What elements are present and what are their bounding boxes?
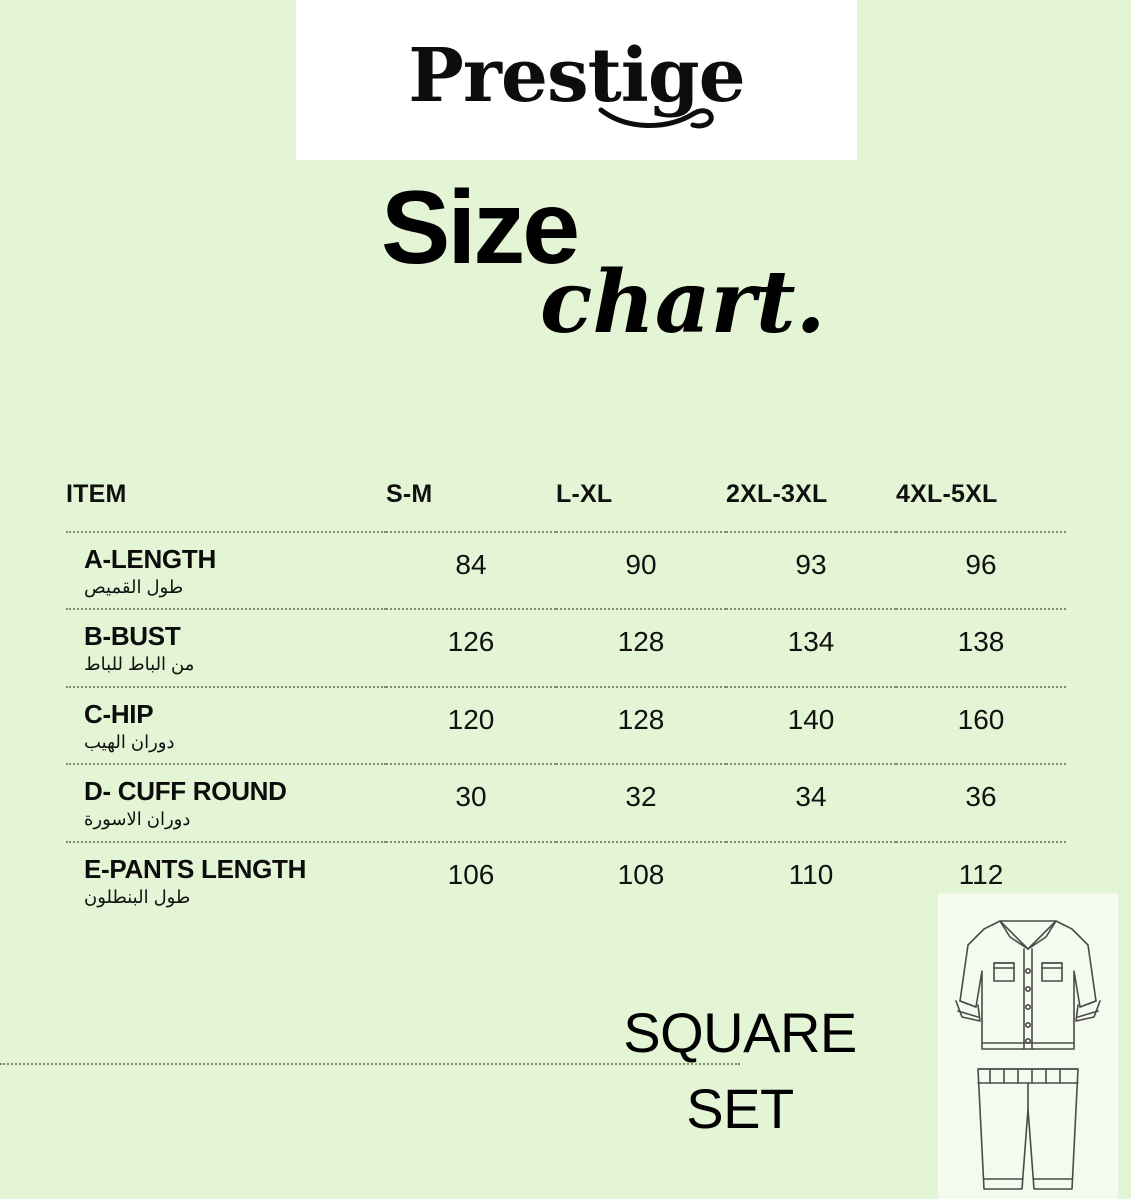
- brand-logo-panel: [296, 0, 857, 160]
- table-row: [66, 609, 1066, 686]
- product-name: [560, 995, 920, 1146]
- size-chart-table-area: [0, 480, 1131, 918]
- row-value: 110: [788, 858, 834, 890]
- row-value: 108: [617, 858, 665, 890]
- row-label-en: D- CUFF ROUND: [84, 776, 287, 807]
- row-label-cell: [66, 842, 386, 918]
- row-label-en: B-BUST: [84, 621, 181, 652]
- product-name-line1: SQUARE: [623, 1001, 857, 1064]
- row-label-ar: طول القميص: [84, 576, 184, 597]
- row-value: 106: [447, 858, 495, 890]
- row-label-ar: من الباط للباط: [84, 654, 195, 675]
- row-value: 160: [957, 703, 1005, 735]
- row-value: 126: [447, 626, 495, 658]
- column-header-l-xl: L-XL: [556, 480, 613, 508]
- row-label-ar: دوران الهيب: [84, 731, 175, 752]
- column-header-4xl-5xl: 4XL-5XL: [896, 480, 998, 508]
- row-label-cell: [66, 764, 386, 841]
- row-value: 96: [965, 549, 997, 580]
- row-label-cell: [66, 687, 386, 764]
- row-value: 134: [787, 626, 835, 658]
- row-value: 112: [958, 858, 1004, 890]
- table-row: [66, 687, 1066, 764]
- row-label-en: E-PANTS LENGTH: [84, 853, 307, 884]
- table-row: [66, 842, 1066, 918]
- row-value: 128: [617, 626, 665, 658]
- row-label-en: C-HIP: [84, 698, 154, 729]
- pajama-set-icon: [938, 893, 1118, 1199]
- logo-swash-icon: [597, 104, 717, 134]
- table-row: [66, 764, 1066, 841]
- row-value: 32: [625, 781, 657, 813]
- page-title-line1: Size: [381, 170, 578, 286]
- brand-name: Prestige: [408, 33, 745, 119]
- row-value: 34: [795, 781, 827, 813]
- column-header-item: ITEM: [66, 480, 127, 508]
- row-value: 93: [795, 549, 827, 580]
- row-label-ar: طول البنطلون: [84, 886, 191, 907]
- row-label-cell: [66, 532, 386, 609]
- pajama-set-illustration: [938, 893, 1118, 1199]
- page-title-line2: chart.: [540, 252, 826, 353]
- row-label-ar: دوران الاسورة: [84, 809, 191, 830]
- row-value: 128: [617, 703, 665, 735]
- page-title: [0, 170, 1131, 376]
- row-value: 84: [455, 549, 487, 580]
- row-value: 90: [625, 549, 657, 580]
- row-label-cell: [66, 609, 386, 686]
- row-value: 138: [957, 626, 1005, 658]
- row-value: 140: [787, 703, 835, 735]
- column-header-s-m: S-M: [386, 480, 433, 508]
- column-header-2xl-3xl: 2XL-3XL: [726, 480, 828, 508]
- table-row: [66, 532, 1066, 609]
- row-value: 36: [965, 781, 997, 813]
- table-header-row: [66, 480, 1066, 532]
- size-chart-table: [66, 480, 1066, 918]
- row-value: 120: [447, 703, 495, 735]
- row-label-en: A-LENGTH: [84, 544, 216, 574]
- row-value: 30: [455, 781, 487, 813]
- product-name-line2: SET: [686, 1076, 794, 1140]
